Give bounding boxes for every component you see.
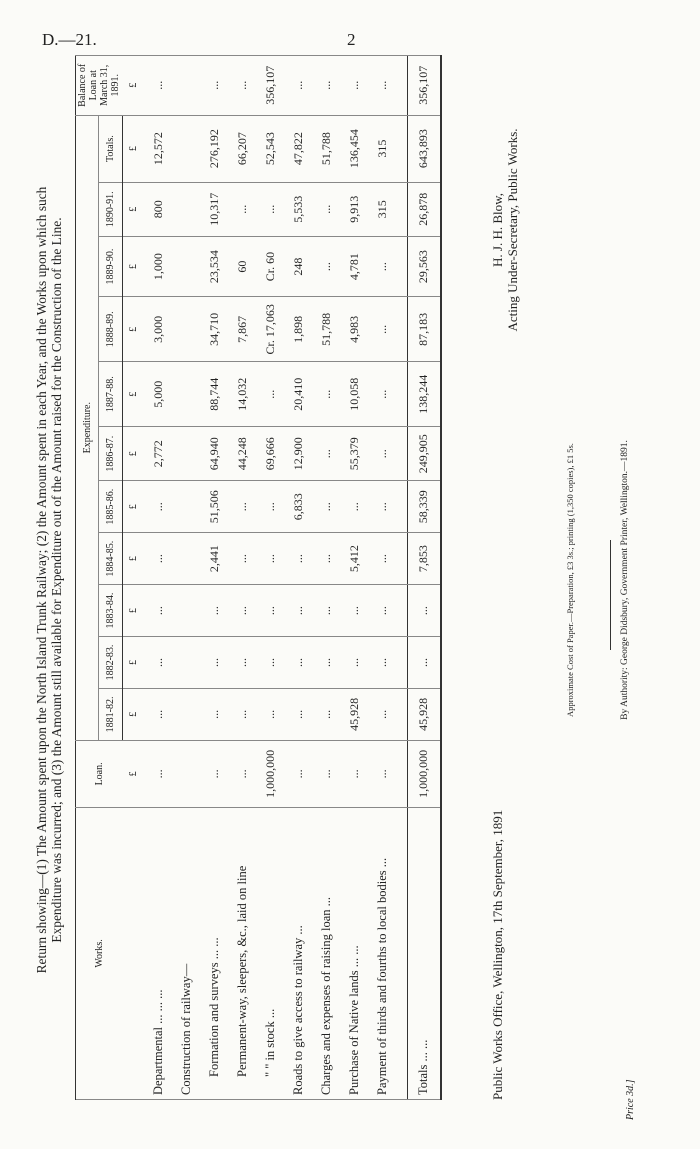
table-row: [229, 56, 257, 1100]
table-cell: ...: [341, 585, 369, 637]
table-cell: Cr. 17,063: [257, 297, 285, 362]
table-cell: 66,207: [229, 115, 257, 182]
table-cell: ...: [257, 362, 285, 427]
table-cell: ...: [145, 688, 173, 740]
table-cell: 7,853: [407, 533, 441, 585]
table-cell: ...: [229, 585, 257, 637]
table-cell: 10,317: [201, 182, 229, 236]
table-cell: 64,940: [201, 427, 229, 481]
table-cell: ...: [145, 56, 173, 116]
table-row: [201, 56, 229, 1100]
table-cell: ...: [229, 56, 257, 116]
table-cell: 2,441: [201, 533, 229, 585]
table-cell: £: [122, 585, 145, 637]
table-cell: £: [122, 236, 145, 297]
table-cell: ...: [341, 740, 369, 807]
table-cell: 248: [285, 236, 313, 297]
table-cell: ...: [313, 481, 341, 533]
table-cell: [397, 115, 408, 182]
cost-note: [565, 280, 575, 880]
table-cell: 276,192: [201, 115, 229, 182]
table-cell: ...: [201, 740, 229, 807]
table-cell: ...: [407, 637, 441, 689]
table-cell: ...: [145, 481, 173, 533]
table-cell: ...: [313, 362, 341, 427]
rule-line: [610, 540, 611, 650]
table-cell: Cr. 60: [257, 236, 285, 297]
table-cell: [397, 637, 408, 689]
signatory-title: Acting Under-Secretary, Public Works.: [505, 128, 520, 332]
year-header: 1889-90.: [99, 236, 122, 297]
table-cell: 1,000,000: [257, 740, 285, 807]
price-note: Price 3d.]: [625, 1079, 636, 1120]
table-cell: ...: [313, 637, 341, 689]
authority-line: By Authority: George Didsbury, Government Printer, Wellington.—1891.: [620, 440, 630, 720]
table-cell: ...: [407, 585, 441, 637]
table-cell: ...: [257, 481, 285, 533]
table-cell: ...: [285, 585, 313, 637]
table-cell: 800: [145, 182, 173, 236]
table-cell: 10,058: [341, 362, 369, 427]
table-cell: £: [122, 362, 145, 427]
table-cell: 3,000: [145, 297, 173, 362]
table-cell: ...: [313, 585, 341, 637]
table-cell: £: [122, 182, 145, 236]
row-label: Roads to give access to railway ...: [285, 807, 313, 1099]
table-cell: ...: [285, 637, 313, 689]
table-cell: [397, 688, 408, 740]
table-cell: 6,833: [285, 481, 313, 533]
table-cell: [173, 585, 201, 637]
table-cell: £: [122, 427, 145, 481]
table-cell: ...: [369, 297, 397, 362]
table-cell: [173, 182, 201, 236]
table-cell: ...: [145, 637, 173, 689]
table-cell: 88,744: [201, 362, 229, 427]
table-cell: ...: [229, 688, 257, 740]
table-cell: [173, 56, 201, 116]
expenditure-table: [75, 55, 442, 1100]
table-body: [122, 56, 441, 1100]
table-cell: ...: [257, 533, 285, 585]
table-cell: 12,572: [145, 115, 173, 182]
table-cell: ...: [257, 637, 285, 689]
totals-row: [407, 56, 441, 1100]
table-cell: 47,822: [285, 115, 313, 182]
year-header: 1884-85.: [99, 533, 122, 585]
table-cell: 12,900: [285, 427, 313, 481]
table-cell: 44,248: [229, 427, 257, 481]
table-cell: 23,534: [201, 236, 229, 297]
table-cell: ...: [313, 56, 341, 116]
table-cell: £: [122, 688, 145, 740]
table-cell: [173, 362, 201, 427]
title-line: Return showing—(1) The Amount spent upon the North Island Trunk Railway; (2) the Amount spent in each Year, and the Works upon which such: [34, 186, 49, 974]
table-cell: ...: [369, 236, 397, 297]
table-cell: [173, 481, 201, 533]
spacer-row: [397, 56, 408, 1100]
table-cell: ...: [369, 362, 397, 427]
table-cell: ...: [257, 182, 285, 236]
year-header: 1888-89.: [99, 297, 122, 362]
year-header: 1885-86.: [99, 481, 122, 533]
table-cell: 356,107: [407, 56, 441, 116]
table-cell: ...: [229, 740, 257, 807]
table-cell: [397, 182, 408, 236]
row-label: [397, 807, 408, 1099]
table-cell: 5,000: [145, 362, 173, 427]
table-cell: 34,710: [201, 297, 229, 362]
table-cell: [397, 740, 408, 807]
row-label: Purchase of Native lands ... ...: [341, 807, 369, 1099]
table-cell: [173, 115, 201, 182]
row-label: Construction of railway—: [173, 807, 201, 1099]
table-cell: 136,454: [341, 115, 369, 182]
table-cell: ...: [229, 637, 257, 689]
table-row: [173, 56, 201, 1100]
year-header: 1881-82.: [99, 688, 122, 740]
document-reference: D.—21.: [42, 30, 97, 49]
table-cell: [397, 533, 408, 585]
table-row: [313, 56, 341, 1100]
row-label: [122, 807, 145, 1099]
table-cell: [397, 362, 408, 427]
table-cell: 2,772: [145, 427, 173, 481]
row-label: Permanent-way, sleepers, &c., laid on line: [229, 807, 257, 1099]
unit-row: [122, 56, 145, 1100]
table-cell: 9,913: [341, 182, 369, 236]
table-cell: £: [122, 637, 145, 689]
table-cell: ...: [257, 585, 285, 637]
table-cell: ...: [313, 533, 341, 585]
table-cell: 7,867: [229, 297, 257, 362]
table-cell: [173, 688, 201, 740]
table-row: [145, 56, 173, 1100]
table-cell: £: [122, 115, 145, 182]
year-header: 1886-87.: [99, 427, 122, 481]
table-cell: ...: [369, 533, 397, 585]
table-row: [285, 56, 313, 1100]
table-cell: [397, 481, 408, 533]
table-cell: ...: [341, 481, 369, 533]
table-cell: ...: [369, 427, 397, 481]
table-cell: [173, 297, 201, 362]
table-cell: ...: [341, 637, 369, 689]
table-cell: ...: [341, 56, 369, 116]
table-cell: 60: [229, 236, 257, 297]
signatory-name: H. J. H. Blow,: [490, 193, 505, 267]
title-line: Expenditure was incurred; and (3) the Amount still available for Expenditure out of the Amount raised for the Construction of the Line.: [48, 217, 64, 943]
table-cell: ...: [229, 182, 257, 236]
table-cell: £: [122, 56, 145, 116]
table-cell: 58,339: [407, 481, 441, 533]
table-cell: 5,533: [285, 182, 313, 236]
table-cell: [173, 236, 201, 297]
table-cell: £: [122, 533, 145, 585]
cost-label: Approximate Cost of Paper.: [565, 622, 575, 717]
table-cell: ...: [313, 427, 341, 481]
table-cell: ...: [229, 481, 257, 533]
row-label: Charges and expenses of raising loan ...: [313, 807, 341, 1099]
row-label: Formation and surveys ... ...: [201, 807, 229, 1099]
table-cell: 52,543: [257, 115, 285, 182]
year-header: 1890-91.: [99, 182, 122, 236]
works-header: Works.: [76, 807, 123, 1099]
table-cell: [173, 637, 201, 689]
table-cell: [397, 56, 408, 116]
signature-block: [490, 100, 520, 360]
table-cell: ...: [201, 56, 229, 116]
table-cell: ...: [369, 56, 397, 116]
table-cell: ...: [313, 740, 341, 807]
year-header: 1882-83.: [99, 637, 122, 689]
table-cell: [173, 740, 201, 807]
table-cell: 51,788: [313, 115, 341, 182]
table-cell: 1,000: [145, 236, 173, 297]
table-cell: 1,000,000: [407, 740, 441, 807]
table-cell: 1,898: [285, 297, 313, 362]
row-label: Payment of thirds and fourths to local bodies ...: [369, 807, 397, 1099]
table-cell: £: [122, 481, 145, 533]
table-cell: 356,107: [257, 56, 285, 116]
table-cell: ...: [369, 688, 397, 740]
table-cell: £: [122, 297, 145, 362]
table-cell: ...: [285, 533, 313, 585]
table-cell: 138,244: [407, 362, 441, 427]
loan-header: Loan.: [76, 740, 123, 807]
table-cell: 26,878: [407, 182, 441, 236]
table-cell: ...: [285, 740, 313, 807]
table-cell: 20,410: [285, 362, 313, 427]
table-cell: ...: [145, 585, 173, 637]
year-header: 1887-88.: [99, 362, 122, 427]
table-cell: 249,905: [407, 427, 441, 481]
table-cell: 14,032: [229, 362, 257, 427]
table-cell: ...: [285, 688, 313, 740]
table-cell: 55,379: [341, 427, 369, 481]
table-cell: ...: [369, 637, 397, 689]
table-cell: ...: [229, 533, 257, 585]
expenditure-header: Expenditure.: [76, 115, 99, 740]
table-row: [341, 56, 369, 1100]
table-cell: ...: [201, 637, 229, 689]
table-cell: 87,183: [407, 297, 441, 362]
table-cell: 45,928: [341, 688, 369, 740]
table-cell: ...: [201, 688, 229, 740]
table-cell: [397, 427, 408, 481]
table-cell: 51,506: [201, 481, 229, 533]
totals-header: Totals.: [99, 115, 122, 182]
row-label: Totals ... ...: [407, 807, 441, 1099]
table-cell: 643,893: [407, 115, 441, 182]
table-cell: 4,983: [341, 297, 369, 362]
table-cell: £: [122, 740, 145, 807]
return-title: [35, 70, 64, 1090]
table-cell: [397, 585, 408, 637]
table-cell: 315: [369, 115, 397, 182]
table-cell: 69,666: [257, 427, 285, 481]
table-cell: [173, 533, 201, 585]
table-cell: ...: [145, 533, 173, 585]
table-cell: ...: [201, 585, 229, 637]
row-label: Departmental ... ... ...: [145, 807, 173, 1099]
balance-header: Balance of Loan at March 31, 1891.: [76, 56, 123, 116]
table-cell: ...: [313, 182, 341, 236]
table-cell: ...: [257, 688, 285, 740]
year-header: 1883-84.: [99, 585, 122, 637]
table-cell: ...: [313, 688, 341, 740]
row-label: " " in stock ...: [257, 807, 285, 1099]
table-cell: [173, 427, 201, 481]
table-cell: ...: [369, 585, 397, 637]
table-cell: 45,928: [407, 688, 441, 740]
table-cell: 315: [369, 182, 397, 236]
table-cell: 29,563: [407, 236, 441, 297]
table-cell: 4,781: [341, 236, 369, 297]
table-cell: [397, 297, 408, 362]
table-row: [257, 56, 285, 1100]
table-row: [369, 56, 397, 1100]
table-cell: ...: [369, 740, 397, 807]
table-cell: ...: [313, 236, 341, 297]
page-number: 2: [347, 30, 356, 49]
table-cell: 5,412: [341, 533, 369, 585]
office-date-line: Public Works Office, Wellington, 17th September, 1891: [490, 809, 505, 1100]
table-cell: ...: [145, 740, 173, 807]
table-cell: ...: [369, 481, 397, 533]
table-cell: ...: [285, 56, 313, 116]
rotated-page-content: [35, 40, 665, 1120]
table-cell: [397, 236, 408, 297]
table-cell: 51,788: [313, 297, 341, 362]
cost-text: —Preparation, £3 3s.; printing (1,350 copies), £1 5s.: [565, 443, 575, 623]
